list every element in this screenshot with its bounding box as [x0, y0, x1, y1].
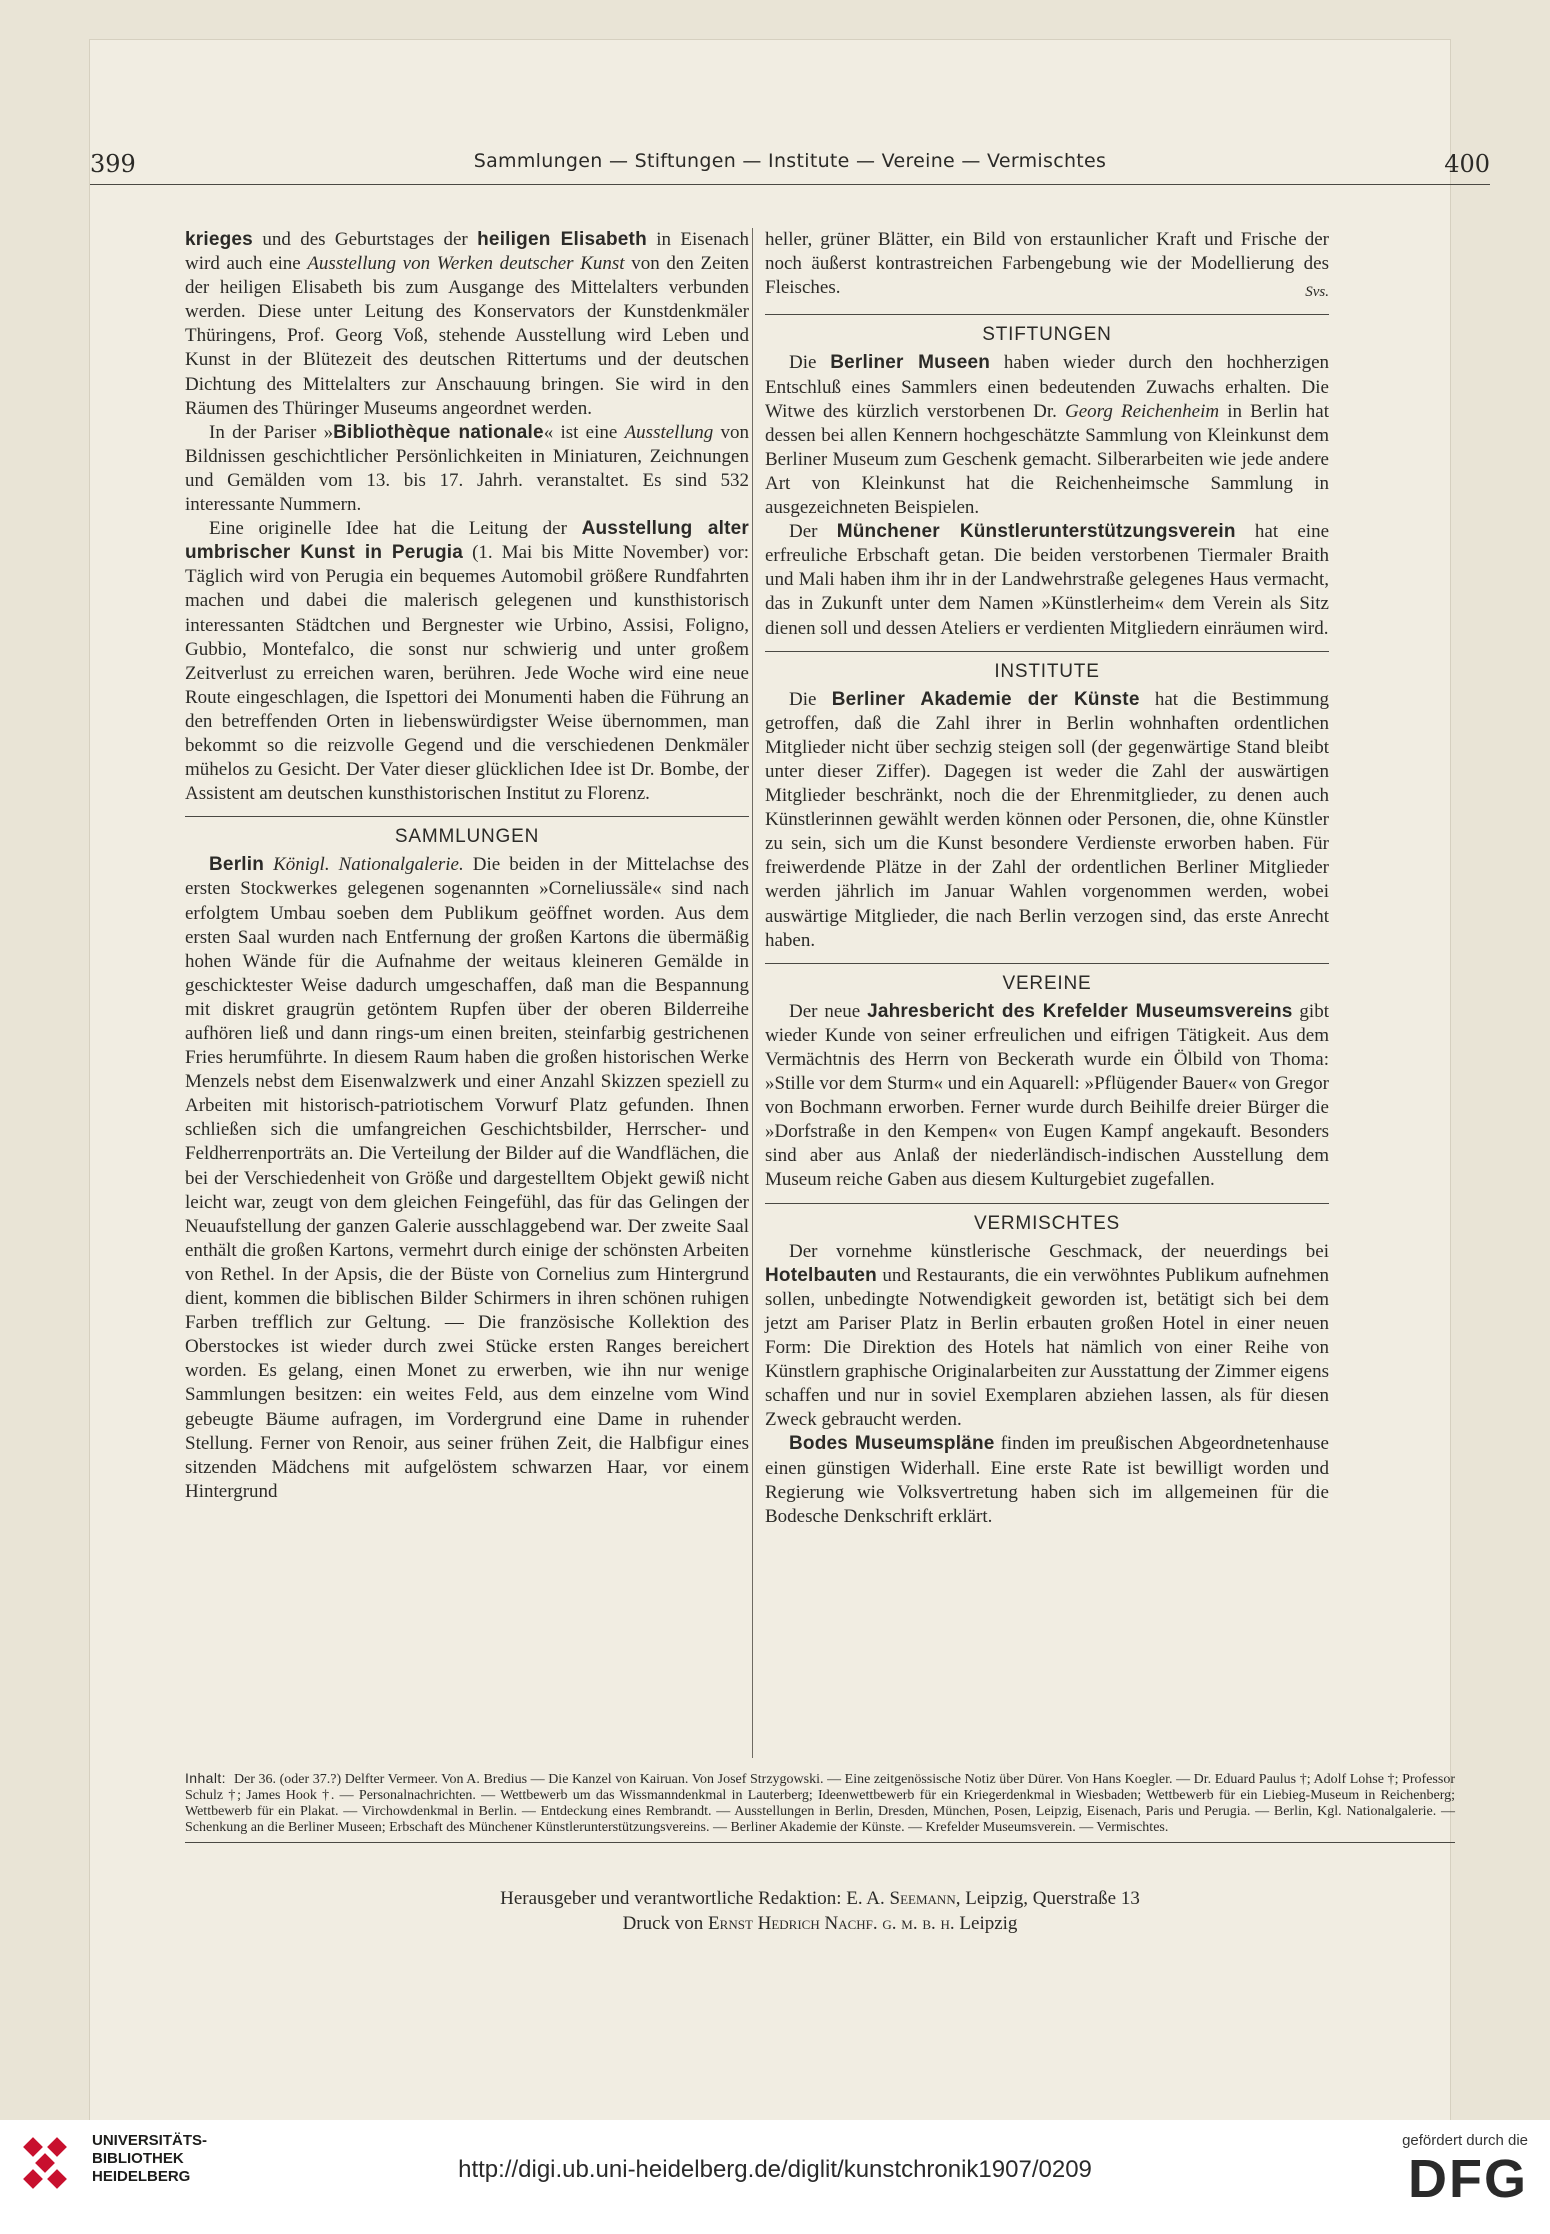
text-run: In der Pariser »	[209, 421, 334, 443]
section-title-vermischtes: VERMISCHTES	[765, 1203, 1329, 1236]
text-run: gibt wieder Kunde von seiner erfreulichen und eifrigen Tätigkeit. Aus dem Vermächtnis des Herrn von Beckerath wurde ein Ölbild von Thoma: »Stille vor dem Sturm« und ein Aquarell: »Pflügender Bauer« von Gregor von Bochmann erworben. Ferner wurde durch Beihilfe dreier Bürger die »Dorfstraße in den Kempen« von Eugen Kampf angekauft. Besonders sind aber aus Anlaß der niederländisch-indischen Ausstellung dem Museum reiche Gaben aus diesem Kulturgebiet zugefallen.	[765, 1000, 1329, 1191]
text-run: Eine originelle Idee hat die Leitung der	[209, 518, 582, 540]
text-run: krieges	[185, 229, 253, 250]
text-run: « ist eine	[543, 421, 625, 443]
text-run: Berlin	[209, 854, 265, 876]
text-run: von Bildnissen geschichtlicher Persönlichkeiten in Miniaturen, Zeichnungen und Gemälden vom 13. bis 17. Jahrh. veranstaltet. Es sind 532 interessante Nummern.	[185, 421, 749, 516]
text-run: Berliner Akademie der Künste	[831, 688, 1140, 710]
text-run: Die beiden in der Mittelachse des ersten Stockwerkes gelegenen sogenannten »Corneliussäle« sind nach erfolgtem Umbau soeben dem Publikum geöffnet worden. Aus dem ersten Saal wurden nach Entfernung der großen Kartons die übermäßig hohen Wände für die Aufnahme der weitaus kleineren Gemälde in geschicktester Weise dadurch umgeschaffen, daß man die Bespannung mit diskret graugrün getöntem Rupfen über der oberen Bilderreihe aufhören ließ und dann rings-um einen breiten, steinfarbig gestrichenen Fries herumführte. In diesem Raum haben die großen historischen Werke Menzels nebst dem Eisenwalzwerk und einer Anzahl Skizzen speziell zu Arbeiten mit historisch-patriotischem Vorwurf Platz gefunden. Ihnen schließen sich die umfangreichen Geschichtsbilder, Herrscher- und Feldherrenporträts an. Die Verteilung der Bilder auf die Wandflächen, die bei der Verschiedenheit von Größe und dargestelltem Objekt gewiß nicht leicht war, zeugt von dem gleichen Feingefühl, das für das Gelingen der Neuaufstellung der ganzen Galerie ausschlaggebend war. Der zweite Saal enthält die großen Kartons, vermehrt durch einige der schönsten Arbeiten von Rethel. In der Apsis, die der Büste von Cornelius zum Hintergrund dient, kommen die biblischen Bilder Schirmers in ihren schönen ruhigen Farben trefflich zur Geltung. — Die französische Kollektion des Oberstockes ist wieder durch zwei Stücke ersten Ranges bereichert worden. Es gelang, einen Monet zu erwerben, wie ihn nur wenige Sammlungen besitzen: ein weites Feld, aus dem einzelne vom Wind gebeugte Bäume aufragen, im Vordergrund eine Dame in ruhender Stellung. Ferner von Renoir, aus seiner frühen Zeit, die Halbfigur eines sitzenden Mädchens mit aufgelöstem schwarzen Haar, vor einem Hintergrund	[185, 854, 750, 1502]
text-run: haben wieder durch den hochherzigen Entschluß eines Sammlers einen bedeutenden Zuwachs erhalten. Die Witwe des kürzlich verstorbenen Dr.	[765, 352, 1330, 422]
imprint-editor	[185, 1886, 1455, 1911]
table-of-contents	[185, 1770, 1455, 1843]
page-number-right: 400	[1444, 150, 1490, 178]
imprint-printer-post: Leipzig	[954, 1913, 1018, 1934]
source-url-link[interactable]: http://digi.ub.uni-heidelberg.de/diglit/kunstchronik1907/0209	[458, 2156, 1092, 2183]
text-run: heller, grüner Blätter, ein Bild von erstaunlicher Kraft und Frische der noch äußerst kontrastreichen Farbengebung wie der Modellierung des Fleisches.	[765, 229, 1329, 299]
text-run: Königl. Nationalgalerie.	[273, 854, 464, 876]
contents-text: Der 36. (oder 37.?) Delfter Vermeer. Von A. Bredius — Die Kanzel von Kairuan. Von Josef Strzygowski. — Eine zeitgenössische Notiz über Dürer. Von Hans Koegler. — Dr. Eduard Paulus †; Adolf Lohse †; Professor Schulz †; James Hook †. — Personalnachrichten. — Wettbewerb um das Wissmanndenkmal in Lauterberg; Ideenwettbewerb für ein Kriegerdenkmal in Wiesbaden; Wettbewerb für ein Liebieg-Museum in Reichenberg; Wettbewerb für ein Plakat. — Virchowdenkmal in Berlin. — Entdeckung eines Rembrandt. — Ausstellungen in Berlin, Dresden, München, Posen, Leipzig, Eisenach, Paris und Perugia. — Berlin, Kgl. Nationalgalerie. — Schenkung an die Berliner Museen; Erbschaft des Münchener Künstlerunterstützungsvereins. — Berliner Akademie der Künste. — Krefelder Museumsverein. — Vermischtes.	[185, 1772, 1455, 1835]
imprint-editor-post: , Leipzig, Querstraße 13	[955, 1888, 1140, 1909]
text-run: hat eine erfreuliche Erbschaft getan. Die beiden verstorbenen Tiermaler Braith und Mali haben ihm ihr in der Landwehrstraße gelegenes Haus vermacht, das in Zukunft unter dem Namen »Künstlerheim« dem Verein als Sitz dienen soll und dessen Ateliers er verdienten Mitgliedern einräumen wird.	[765, 521, 1330, 639]
text-run: in Eisenach wird auch eine	[185, 229, 750, 275]
library-name-line-1: UNIVERSITÄTS-	[92, 2132, 208, 2149]
paragraph-berliner-museen	[765, 351, 1329, 520]
text-run: hat die Bestimmung getroffen, daß die Zahl ihrer in Berlin wohnhaften ordentlichen Mitglieder nicht über sechzig steigen soll (der gegenwärtige Stand bleibt unter dieser Ziffer). Dagegen ist weder die Zahl der auswärtigen Mitglieder beschränkt, noch die der Ehrenmitglieder, zu denen auch Künstlerinnen gewählt werden können oder Personen, die, ohne Künstler zu sein, sich um die Kunst besondere Verdienste erworben haben. Für freiwerdende Plätze in der Zahl der ordentlichen Berliner Mitglieder werden jährlich im Januar Wahlen vorgenommen werden, wobei auswärtige Mitglieder, die nach Berlin verzogen sind, das erste Anrecht haben.	[765, 688, 1329, 951]
text-run: Bodes Museumspläne	[789, 1433, 995, 1455]
text-run: Georg Reichenheim	[1065, 400, 1220, 422]
text-run: Der	[789, 521, 837, 543]
paragraph-akademie	[765, 688, 1329, 953]
right-column	[765, 228, 1329, 1529]
footer-bar	[0, 2120, 1550, 2234]
dfg-logo: DFG	[1408, 2149, 1528, 2209]
imprint-editor-name: Seemann	[889, 1888, 956, 1909]
imprint-printer	[185, 1911, 1455, 1936]
text-run: (1. Mai bis Mitte November) vor: Täglich wird von Perugia ein bequemes Automobil größere Rundfahrten machen und dabei die malerisch gelegenen und kunsthistorisch interessanten Städtchen und Bergnester wie Urbino, Assisi, Foligno, Gubbio, Montefalco, die sonst nur schwierig und unter großem Zeitverlust zu erreichen waren, berühren. Jede Woche wird eine neue Route eingeschlagen, die Ispettori dei Monumenti haben die Führung an den betreffenden Orten in liebenswürdigster Weise übernommen, man bekommt so die reizvolle Gegend und die verschiedenen Denkmäler mühelos zu Gesicht. Der Vater dieser glücklichen Idee ist Dr. Bombe, der Assistent am deutschen kunsthistorischen Institut zu Florenz.	[185, 542, 749, 805]
section-title-stiftungen: STIFTUNGEN	[765, 314, 1329, 347]
column-divider	[752, 228, 753, 1758]
paragraph-krefeld	[765, 1000, 1329, 1193]
paragraph-nationalgalerie	[185, 853, 749, 1504]
section-title-institute: INSTITUTE	[765, 651, 1329, 684]
imprint-printer-name: Ernst Hedrich Nachf. g. m. b. h.	[708, 1913, 955, 1934]
text-run: in Berlin hat dessen bei allen Kennern hochgeschätzte Sammlung von Kleinkunst dem Berliner Museum zum Geschenk gemacht. Silberarbeiten wie jede andere Art von Kleinkunst hat die Reichenheimsche Sammlung in ausgezeichneten Beispielen.	[765, 400, 1330, 519]
header-rule	[90, 184, 1490, 185]
text-run: und des Geburtstages der	[252, 229, 478, 250]
text-run: Ausstellung alter umbrischer Kunst in Perugia	[185, 518, 749, 564]
text-run: Der vornehme künstlerische Geschmack, der neuerdings bei	[789, 1240, 1329, 1262]
imprint-editor-pre: Herausgeber und verantwortliche Redaktion: E. A.	[500, 1888, 890, 1909]
text-run: Der neue	[789, 1000, 868, 1022]
text-run: Ausstellung	[624, 421, 714, 443]
funder-block	[1402, 2132, 1528, 2209]
text-run: Münchener Künstlerunterstützungsverein	[836, 521, 1236, 543]
text-run: Bibliothèque nationale	[333, 421, 544, 443]
paragraph-elisabeth	[185, 228, 749, 421]
paragraph-kuenstlerunterstuetzung	[765, 520, 1329, 640]
text-run: finden im preußischen Abgeordnetenhause einen günstigen Widerhall. Eine erste Rate ist bewilligt worden und Regierung wie Volksvertretung haben sich im allgemeinen für die Bodesche Denkschrift erklärt.	[765, 1433, 1329, 1527]
section-title-sammlungen: SAMMLUNGEN	[185, 816, 749, 849]
text-run: Berliner Museen	[830, 352, 991, 374]
page-number-left: 399	[90, 150, 136, 178]
library-name-line-3: HEIDELBERG	[92, 2168, 191, 2185]
author-signature: Svs.	[1305, 284, 1329, 301]
running-title: Sammlungen — Stiftungen — Institute — Vereine — Vermischtes	[473, 150, 1107, 172]
text-run: und Restaurants, die ein verwöhntes Publikum aufnehmen sollen, unbedingte Notwendigkeit geworden ist, betätigt sich bei dem jetzt am Pariser Platz in Berlin erbauten großen Hotel in einer neuen Form: Die Direktion des Hotels hat nämlich von einer Reihe von Künstlern graphische Originalarbeiten zur Ausstattung der Zimmer eigens schaffen und nur in soviel Exemplaren abziehen lassen, als für diesen Zweck gebraucht werden.	[765, 1264, 1329, 1431]
funded-by-label: gefördert durch die	[1402, 2132, 1528, 2149]
paragraph-hotelbauten	[765, 1240, 1329, 1433]
text-run: Die	[789, 352, 831, 374]
text-run: Ausstellung von Werken deutscher Kunst	[307, 253, 625, 275]
paragraph-bibliotheque	[185, 421, 749, 517]
text-run: Die	[789, 688, 832, 710]
contents-label: Inhalt:	[185, 1770, 226, 1786]
text-run: Hotelbauten	[765, 1264, 877, 1286]
text-run: von den Zeiten der heiligen Elisabeth bis zum Ausgange des Mittelalters verbunden werden. Diese unter Leitung des Konservators der Kunstdenkmäler Thüringens, Prof. Georg Voß, stehende Ausstellung wird Leben und Kunst in der Blütezeit des deutschen Rittertums und der deutschen Dichtung des Mittelalters zur Anschauung bringen. Sie wird in den Räumen des Thüringer Museums angeordnet werden.	[185, 253, 750, 419]
text-run: heiligen Elisabeth	[477, 229, 647, 250]
section-title-vereine: VEREINE	[765, 963, 1329, 996]
library-name-line-2: BIBLIOTHEK	[92, 2150, 184, 2167]
left-column	[185, 228, 749, 1504]
imprint-printer-pre: Druck von	[622, 1913, 709, 1934]
paragraph-perugia	[185, 517, 749, 806]
text-run	[264, 854, 273, 875]
imprint	[185, 1886, 1455, 1936]
paragraph-bode	[765, 1432, 1329, 1528]
text-run: Jahresbericht des Krefelder Museumsvereins	[867, 1000, 1293, 1022]
